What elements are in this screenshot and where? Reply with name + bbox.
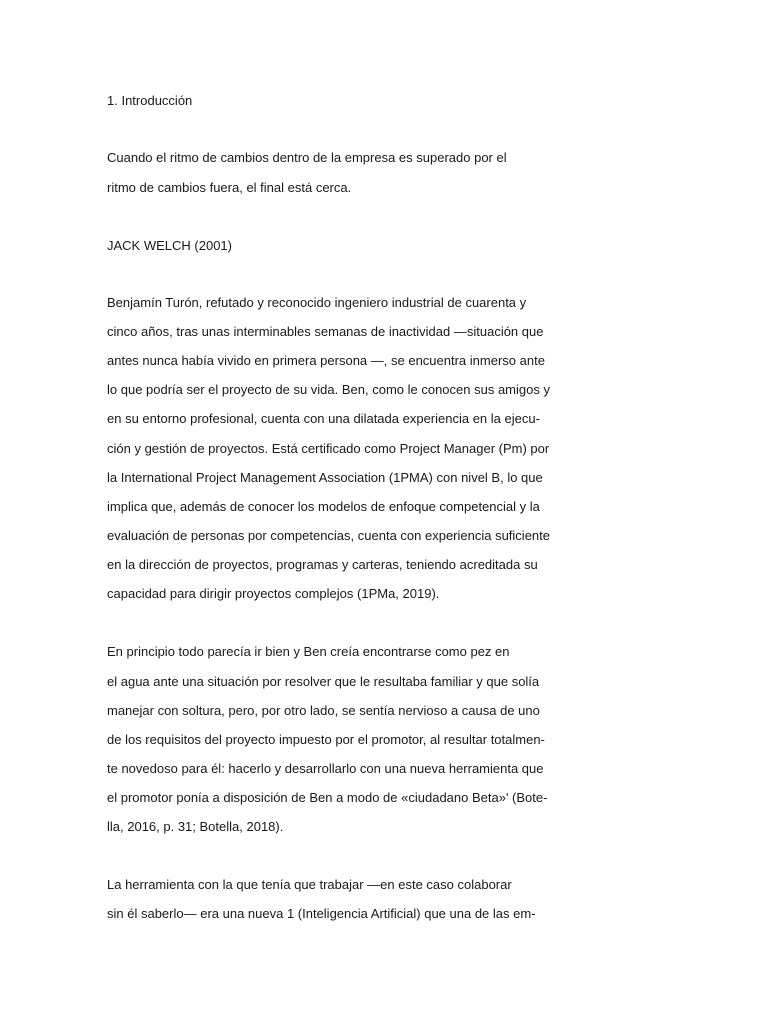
- paragraph-line: En principio todo parecía ir bien y Ben creía encontrarse como pez en: [107, 644, 510, 659]
- epigraph-line: Cuando el ritmo de cambios dentro de la empresa es superado por el: [107, 150, 507, 165]
- paragraph-line: implica que, además de conocer los modelos de enfoque competencial y la: [107, 499, 540, 514]
- paragraph-line: Benjamín Turón, refutado y reconocido ingeniero industrial de cuarenta y: [107, 295, 527, 310]
- section-heading: 1. Introducción: [107, 93, 193, 108]
- paragraph-line: en su entorno profesional, cuenta con una dilatada experiencia en la ejecu-: [107, 411, 540, 426]
- paragraph-line: cinco años, tras unas interminables semanas de inactividad —situación que: [107, 324, 544, 339]
- epigraph-attribution: JACK WELCH (2001): [107, 238, 232, 253]
- paragraph-line: evaluación de personas por competencias, cuenta con experiencia suficiente: [107, 528, 550, 543]
- paragraph-line: ción y gestión de proyectos. Está certificado como Project Manager (Pm) por: [107, 441, 550, 456]
- paragraph-line: la International Project Management Association (1PMA) con nivel B, lo que: [107, 470, 543, 485]
- paragraph-line: antes nunca había vivido en primera persona —, se encuentra inmerso ante: [107, 353, 545, 368]
- paragraph-line: en la dirección de proyectos, programas y carteras, teniendo acreditada su: [107, 557, 538, 572]
- epigraph-line: ritmo de cambios fuera, el final está cerca.: [107, 180, 352, 195]
- paragraph-line: capacidad para dirigir proyectos complejos (1PMa, 2019).: [107, 586, 440, 601]
- paragraph-line: manejar con soltura, pero, por otro lado, se sentía nervioso a causa de uno: [107, 703, 540, 718]
- paragraph-line: lo que podría ser el proyecto de su vida. Ben, como le conocen sus amigos y: [107, 382, 550, 397]
- paragraph-line: sin él saberlo— era una nueva 1 (Inteligencia Artificial) que una de las em-: [107, 906, 536, 921]
- paragraph-line: te novedoso para él: hacerlo y desarrollarlo con una nueva herramienta que: [107, 761, 544, 776]
- paragraph-line: el agua ante una situación por resolver que le resultaba familiar y que solía: [107, 674, 540, 689]
- paragraph-line: el promotor ponía a disposición de Ben a modo de «ciudadano Beta»' (Bote-: [107, 790, 548, 805]
- paragraph-line: lla, 2016, p. 31; Botella, 2018).: [107, 819, 284, 834]
- paragraph-line: La herramienta con la que tenía que trabajar —en este caso colaborar: [107, 877, 512, 892]
- paragraph-line: de los requisitos del proyecto impuesto por el promotor, al resultar totalmen-: [107, 732, 545, 747]
